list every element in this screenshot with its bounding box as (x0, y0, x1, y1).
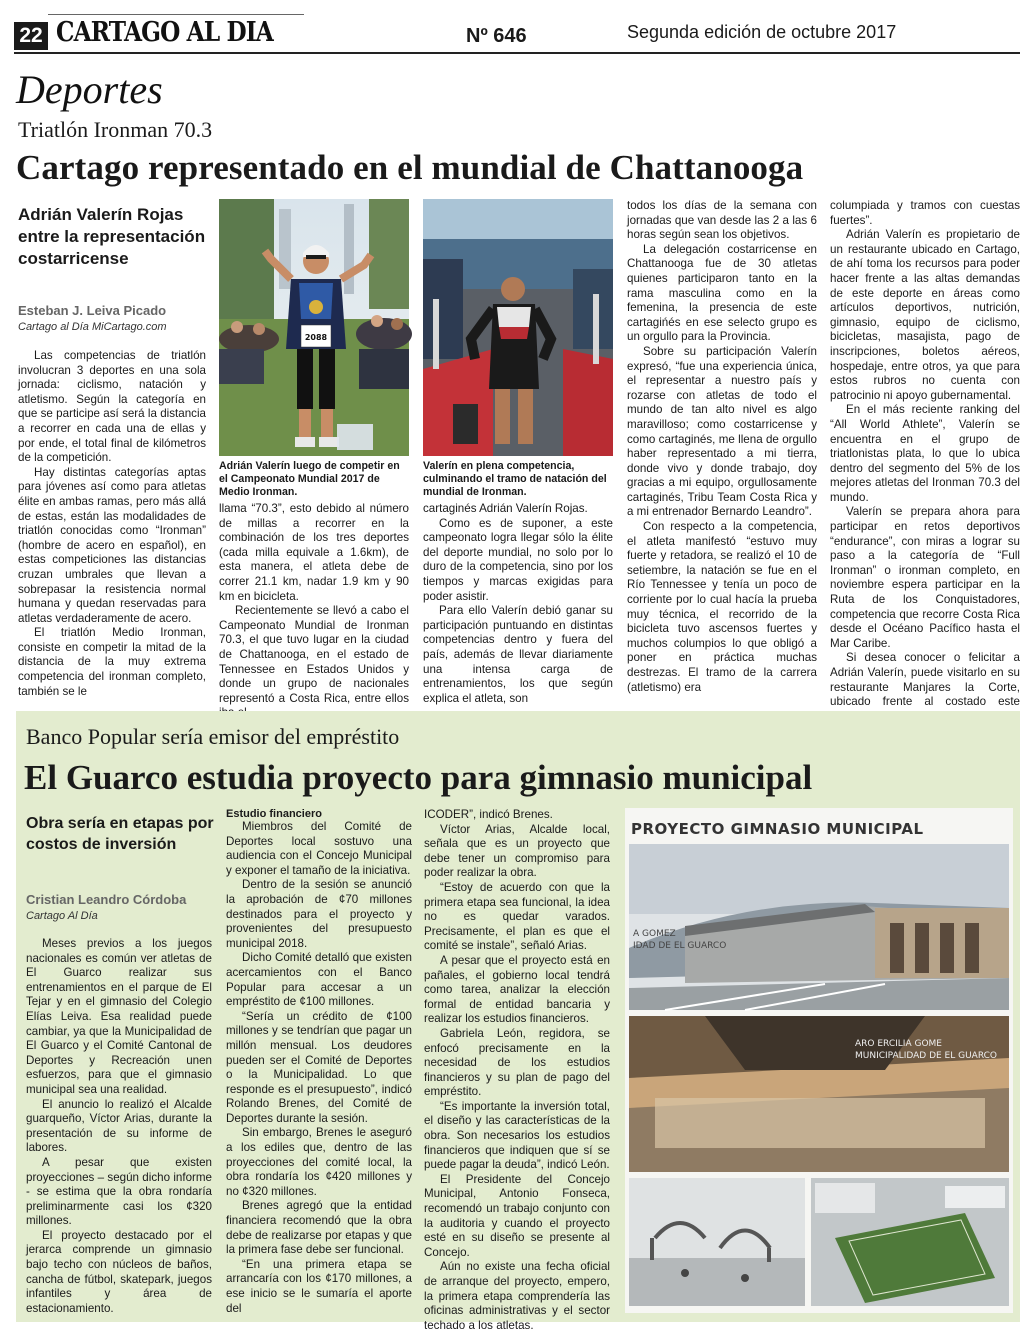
paragraph: “En una primera etapa se arrancaría con los ¢170 millones, a ese inicio se le sumaría el aporte del (226, 1257, 412, 1315)
issue-number: Nº 646 (466, 25, 527, 47)
article2-column-3 (424, 808, 610, 1332)
paragraph: llama “70.3”, esto debido al número de millas a recorrer en la combinación de los tres deportes (cada milla equivale a 1.6km), de esta manera, el atleta debe de correr 21.1 km, nadar 1.9 km y 90 km en bicicleta. (219, 502, 409, 603)
page-number: 22 (14, 22, 48, 50)
article2-column-1 (26, 937, 212, 1315)
article2-column-2 (226, 808, 412, 1315)
article1-headline: Cartago representado en el mundial de Chattanooga (16, 148, 804, 187)
top-divider (14, 52, 1020, 54)
paragraph: El Presidente del Concejo Municipal, Antonio Fonseca, recomendó un trabajo conjunto con la auditoria y cuando el proyecto esté en su diseño se presente al Concejo. (424, 1172, 610, 1259)
edition-date: Segunda edición de octubre 2017 (627, 22, 897, 42)
render-sign: IDAD DE EL GUARCO (633, 941, 727, 951)
render-sign: MUNICIPALIDAD DE EL GUARCO (855, 1051, 998, 1061)
bib-number: 2088 (304, 333, 328, 342)
paragraph: “Estoy de acuerdo con que la primera etapa sea funcional, la idea no es quedar varados. Precisamente, el plan es que el comité se instale”, señaló Arias. (424, 880, 610, 953)
section-title: Deportes (16, 67, 163, 112)
paragraph: Recientemente se llevó a cabo el Campeonato Mundial de Ironman 70.3, el que tuvo lugar en la ciudad de Chattanooga, en el estado de Tennessee en Estados Unidos y donde un grupo de nacionales representó a Costa Rica, entre ellos (219, 604, 409, 705)
paragraph: Con respecto a la competencia, el atleta manifestó “estuvo muy fuerte y retadora, se realizó el 10 de setiembre, la natación se fue en el Río Tennessee y tenía un poco de corriente por lo cual hacía la prueba muy técnica, el recorrido de la bicicleta tuvo ascensos fuertes y muchos columpios lo que obligó a poner en práctica muchas destrezas. El tramo de la carrera (atletismo) era (627, 520, 817, 694)
newspaper-logo: CARTAGO AL DIA (56, 17, 273, 48)
paragraph: En el más reciente ranking del “All World Athlete”, Valerín se encuentra en el grupo de triatlonistas plata, lo que lo ubica dentro del segmento del 5% de los mejores atletas del Ironman 70.3 del mundo. (830, 403, 1020, 504)
article2-kicker: Banco Popular sería emisor del empréstito (26, 724, 400, 749)
article2-source: Cartago Al Día (26, 910, 98, 922)
article2-author: Cristian Leandro Córdoba (26, 892, 187, 907)
paragraph: Las competencias de triatlón involucran 3 deportes en una sola jornada: ciclismo, natación y atletismo. Según la categoría en que se participe así será la distancia a recorrer en cada una de ellas y por ende, el total final de kilómetros de la competición. (18, 349, 206, 465)
paragraph: Dentro de la sesión se anunció la aprobación de ¢70 millones destinados para el proyecto y provenientes del presupuesto municipal 2018. (226, 878, 412, 950)
paragraph: Dicho Comité detalló que existen acercamientos con el Banco Popular para accesar a un empréstito de ¢100 millones. (226, 951, 412, 1009)
paragraph: Víctor Arias, Alcalde local, señala que es un proyecto que debe tener un compromiso para poder realizar la obra. (424, 822, 610, 880)
paragraph: Valerín se prepara ahora para participar en retos deportivos “endurance”, con miras a lograr su paso a la categoría de “Full Ironman” o ironman completo, en noviembre espera participar en la Ruta de los Conquistadores, competencia que recorre Costa Rica desde el Océano Pacífico hasta el Mar Caribe. (830, 505, 1020, 650)
paragraph: Meses previos a los juegos nacionales es común ver atletas de El Guarco realizar sus entrenamientos en el parque de El Tejar y en el gimnasio del Colegio Elías Leiva. Esa realidad puede cambiar, ya que la Municipalidad de El Guarco y el Comité Cantonal de Deportes y Recreación unen esfuerzos, para que el gimnasio municipal sea una realidad. (26, 937, 212, 1096)
paragraph: Sobre su participación Valerín expresó, “fue una experiencia única, el representar a nuestro país y rozarse con atletas de todo el mundo de tan alto nivel es algo maravilloso; como costarricense y como cartaginés, me llena de orgullo haber representado a mi tierra, donde vivo y donde trabajo, doy gracias a mi equipo, orgullosamente cartaginés, Tribu Team Costa Rica y a mi entrenador Bernardo Leandro”. (627, 344, 817, 519)
article1-column-1 (18, 349, 206, 699)
paragraph: todos los días de la semana con jornadas que van desde las 2 a las 6 horas según sean los objetivos. (627, 199, 817, 242)
render-title: PROYECTO GIMNASIO MUNICIPAL (631, 820, 924, 838)
article1-author: Esteban J. Leiva Picado (18, 303, 167, 318)
paragraph: Como es de suponer, a este campeonato logra llegar sólo la élite del deporte mundial, no solo por lo duro de la competencia, sino por los tiempos y marcas exigidas para poder asistir. (423, 516, 613, 603)
render-sign: A GOMEZ (633, 929, 676, 939)
paragraph: A pesar que existen proyecciones – según dicho informe - se estima que la obra rondaría preliminarmente casi los ¢320 millones. (26, 1155, 212, 1228)
article1-subhead: Adrián Valerín Rojas entre la representación costarricense (18, 205, 206, 268)
paragraph: Aún no existe una fecha oficial de arranque del proyecto, empero, la primera etapa comprendería las oficinas administrativas y el sector techado a los atletas. (424, 1260, 610, 1332)
paragraph: Gabriela León, regidora, se enfocó precisamente en la necesidad de los estudios financieros y su plan de pago del empréstito. (424, 1026, 610, 1099)
article2-headline: El Guarco estudia proyecto para gimnasio municipal (24, 758, 813, 797)
paragraph: El triatlón Medio Ironman, consiste en competir la mitad de la distancia de la muy extrema competencia del ironman completo, también se le (18, 626, 206, 698)
subsection-heading: Estudio financiero (226, 808, 322, 820)
paragraph: ICODER”, indicó Brenes. (424, 808, 553, 821)
render-sign: ARO ERCILIA GOME (855, 1039, 942, 1049)
paragraph: “Sería un crédito de ¢100 millones y se tendrían que pagar un millón mensual. Los deudores pueden ser el Comité de Deportes o la Municipalidad. Lo que responde es el presupuesto”, indicó Rolando Brenes, del Comité de Deportes durante la sesión. (226, 1009, 412, 1125)
paragraph: El anuncio lo realizó el Alcalde guarqueño, Víctor Arias, durante la presentación de su informe de labores. (26, 1097, 212, 1155)
athlete-swim-photo (423, 199, 613, 456)
photo2-caption: Valerín en plena competencia, culminando el tramo de natación del mundial de Ironman. (423, 460, 607, 498)
paragraph: columpiada y tramos con cuestas fuertes”. (830, 199, 1020, 227)
paragraph: Brenes agregó que la entidad financiera recomendó que la obra debe de realizarse por etapas y que la primera fase debe ser funcional. (226, 1199, 412, 1257)
paragraph: Sin embargo, Brenes le aseguró a los ediles que, dentro de las proyecciones del comité local, la obra rondaría los ¢420 millones y no ¢320 millones. (226, 1126, 412, 1198)
article2-subhead: Obra sería en etapas por costos de inversión (26, 815, 214, 853)
paragraph: cartaginés Adrián Valerín Rojas. (423, 502, 588, 515)
paragraph: La delegación costarricense en Chattanooga fue de 30 atletas quienes participaron tanto en la rama masculina como en la femenina, la presencia de este cartagińés en ese selecto grupo es un orgullo para la Provincia. (627, 242, 817, 344)
photo1-caption: Adrián Valerín luego de competir en el Campeonato Mundial 2017 de Medio Ironman. (219, 460, 400, 498)
article1-kicker: Triatlón Ironman 70.3 (18, 117, 213, 142)
masthead-rule (48, 14, 304, 15)
article1-column-2 (219, 502, 409, 705)
article1-column-3 (423, 502, 613, 705)
article1-column-5 (830, 199, 1020, 709)
masthead (0, 0, 1034, 56)
paragraph: Para ello Valerín debió ganar su participación puntuando en distintas competencias dentro y fuera del país, además de llevar diariamente una intensa carga de entrenamientos, los que según explica el atleta, son (423, 604, 613, 705)
paragraph: Si desea conocer o felicitar a Adrián Valerín, puede visitarlo en su restaurante Manjares la Corte, ubicado frente al costado este (830, 651, 1020, 709)
article1-source: Cartago al Día MiCartago.com (18, 321, 167, 333)
athlete-medal-photo (219, 199, 409, 456)
gym-project-render (625, 808, 1013, 1313)
paragraph: Adrián Valerín es propietario de un restaurante ubicado en Cartago, de ahí toma los recursos para poder hacer frente a las altas demandas de este deporte en áreas como artículos deportivos, nutrición, gimnasio, equipo de ciclismo, bicicletas, masajista, pago de inscripciones, boletos aéreos, hospedaje, entre otros, ya que para estos rubros no cuenta con patrocinio ni apoyo gubernamental. (830, 228, 1020, 402)
paragraph: Hay distintas categorías aptas para jóvenes así como para atletas élite en ambas ramas, pero más allá de estas, están las modalidades de triatlón conocidas como “Ironman” (hombre de acero en español), en estas competiciones las distancias cruzan umbrales que llevan a sobrepasar la resistencia normal humana y quedan reservadas para atletas verdaderamente de acero. (18, 465, 206, 625)
paragraph: “Es importante la inversión total, el diseño y las características de la obra. Son necesarios los estudios financieros que indiquen que sí se puede pagar la deuda”, indicó León. (424, 1099, 610, 1172)
article1-column-4 (627, 199, 817, 700)
paragraph: Miembros del Comité de Deportes local sostuvo una audiencia con el Concejo Municipal y exponer el tamaño de la iniciativa. (226, 820, 412, 877)
paragraph: A pesar que el proyecto está en pañales, el gobierno local tendrá como tarea, analizar la elección formal de entidad bancaria y realizar los estudios financieros. (424, 953, 610, 1026)
paragraph: El proyecto destacado por el jerarca comprende un gimnasio bajo techo con núcleos de baños, cancha de fútbol, skatepark, juegos infantiles y área de estacionamiento. (26, 1228, 212, 1315)
